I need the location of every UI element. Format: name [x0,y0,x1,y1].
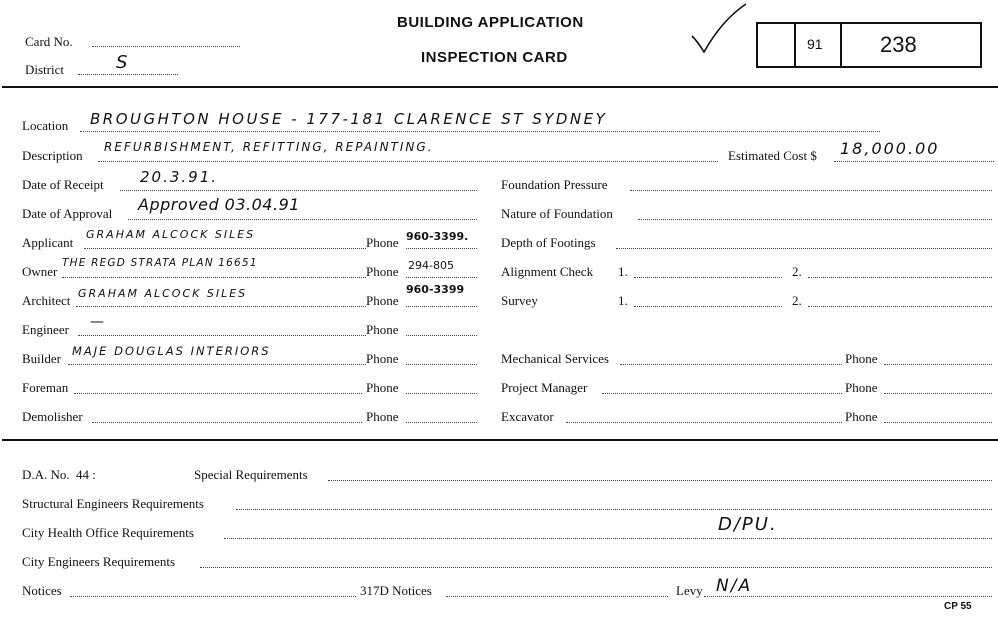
builder-phone-line [406,364,477,365]
box-divider-2 [840,22,842,68]
applicant-label: Applicant [22,235,74,250]
health-requirements-value: D/PU. [718,514,778,535]
checkmark-icon [688,2,750,58]
builder-label: Builder [22,351,61,366]
owner-line [62,277,366,278]
box-divider-1 [794,22,796,68]
builder-value: MAJE DOUGLAS INTERIORS [72,344,271,358]
project-manager-phone-line [884,393,992,394]
foreman-label: Foreman [22,380,69,395]
notices-317d-line [446,596,668,597]
date-approval-line [128,219,477,220]
project-manager-label: Project Manager [501,380,588,395]
mechanical-services-label: Mechanical Services [501,351,609,366]
city-engineers-label: City Engineers Requirements [22,554,176,569]
applicant-phone-line [406,248,477,249]
estimated-cost-line [834,161,994,162]
project-manager-phone-label: Phone [845,380,878,395]
owner-phone-value: 294-805 [408,259,454,272]
mechanical-services-phone-line [884,364,992,365]
location-line [80,131,880,132]
demolisher-phone-label: Phone [366,409,399,424]
foundation-pressure-line [630,190,992,191]
district-line [78,74,178,75]
owner-phone-label: Phone [366,264,399,279]
architect-label: Architect [22,293,71,308]
engineer-label: Engineer [22,322,69,337]
applicant-value: GRAHAM ALCOCK SILES [86,228,256,241]
foreman-line [74,393,362,394]
levy-line [704,596,992,597]
card-no-label: Card No. [25,34,73,49]
survey-1-line [634,306,782,307]
architect-value: GRAHAM ALCOCK SILES [78,287,248,300]
date-receipt-value: 20.3.91. [140,168,219,186]
notices-line [70,596,356,597]
box-number-right: 238 [880,32,917,57]
owner-phone-line [406,277,477,278]
survey-2-line [808,306,992,307]
levy-value: N/A [716,576,753,596]
structural-requirements-line [236,509,992,510]
form-code: CP 55 [944,601,972,612]
description-label: Description [22,148,83,163]
demolisher-line [92,422,362,423]
district-label: District [25,62,64,77]
alignment-check-2-label: 2. [792,264,802,279]
owner-label: Owner [22,264,58,279]
city-engineers-line [200,567,992,568]
title-line-1: BUILDING APPLICATION [397,14,584,31]
da-no-label: D.A. No. [22,467,70,482]
engineer-line [78,335,366,336]
title-line-2: INSPECTION CARD [421,49,568,66]
da-no-value: 44 : [76,467,96,482]
mechanical-services-line [620,364,842,365]
notices-317d-label: 317D Notices [360,583,432,598]
project-manager-line [602,393,842,394]
structural-requirements-label: Structural Engineers Requirements [22,496,204,511]
survey-1-label: 1. [618,293,628,308]
foreman-phone-label: Phone [366,380,399,395]
district-value: S [116,52,131,73]
excavator-line [566,422,842,423]
location-value: BROUGHTON HOUSE - 177-181 CLARENCE ST SYDNEY [90,110,608,128]
section-divider [2,439,998,441]
builder-phone-label: Phone [366,351,399,366]
date-receipt-line [120,190,477,191]
demolisher-label: Demolisher [22,409,83,424]
depth-footings-line [616,248,992,249]
depth-footings-label: Depth of Footings [501,235,596,250]
card-number-box [756,22,982,68]
architect-line [76,306,366,307]
health-requirements-line [224,538,992,539]
date-approval-label: Date of Approval [22,206,113,221]
excavator-phone-line [884,422,992,423]
applicant-phone-label: Phone [366,235,399,250]
health-requirements-label: City Health Office Requirements [22,525,194,540]
excavator-label: Excavator [501,409,554,424]
foreman-phone-line [406,393,477,394]
builder-line [68,364,366,365]
date-receipt-label: Date of Receipt [22,177,104,192]
description-value: REFURBISHMENT, REFITTING, REPAINTING. [104,140,434,154]
box-number-left: 91 [807,36,823,52]
survey-label: Survey [501,293,538,308]
description-line [98,161,718,162]
special-requirements-label: Special Requirements [194,467,308,482]
card-no-line [92,46,240,47]
special-requirements-line [328,480,992,481]
alignment-check-2-line [808,277,992,278]
applicant-line [84,248,366,249]
estimated-cost-label: Estimated Cost $ [728,148,817,163]
excavator-phone-label: Phone [845,409,878,424]
engineer-value: — [90,314,106,330]
nature-foundation-line [638,219,992,220]
notices-label: Notices [22,583,62,598]
architect-phone-label: Phone [366,293,399,308]
mechanical-services-phone-label: Phone [845,351,878,366]
engineer-phone-label: Phone [366,322,399,337]
date-approval-value: Approved 03.04.91 [138,195,300,214]
architect-phone-line [406,306,477,307]
architect-phone-value: 960-3399 [406,283,465,296]
alignment-check-label: Alignment Check [501,264,594,279]
header-divider [2,86,998,88]
nature-foundation-label: Nature of Foundation [501,206,613,221]
estimated-cost-value: 18,000.00 [840,139,940,158]
engineer-phone-line [406,335,477,336]
alignment-check-1-line [634,277,782,278]
foundation-pressure-label: Foundation Pressure [501,177,608,192]
owner-value: THE REGD STRATA PLAN 16651 [62,257,258,269]
demolisher-phone-line [406,422,477,423]
location-label: Location [22,118,69,133]
survey-2-label: 2. [792,293,802,308]
alignment-check-1-label: 1. [618,264,628,279]
levy-label: Levy [676,583,703,598]
applicant-phone-value: 960-3399. [406,230,469,243]
